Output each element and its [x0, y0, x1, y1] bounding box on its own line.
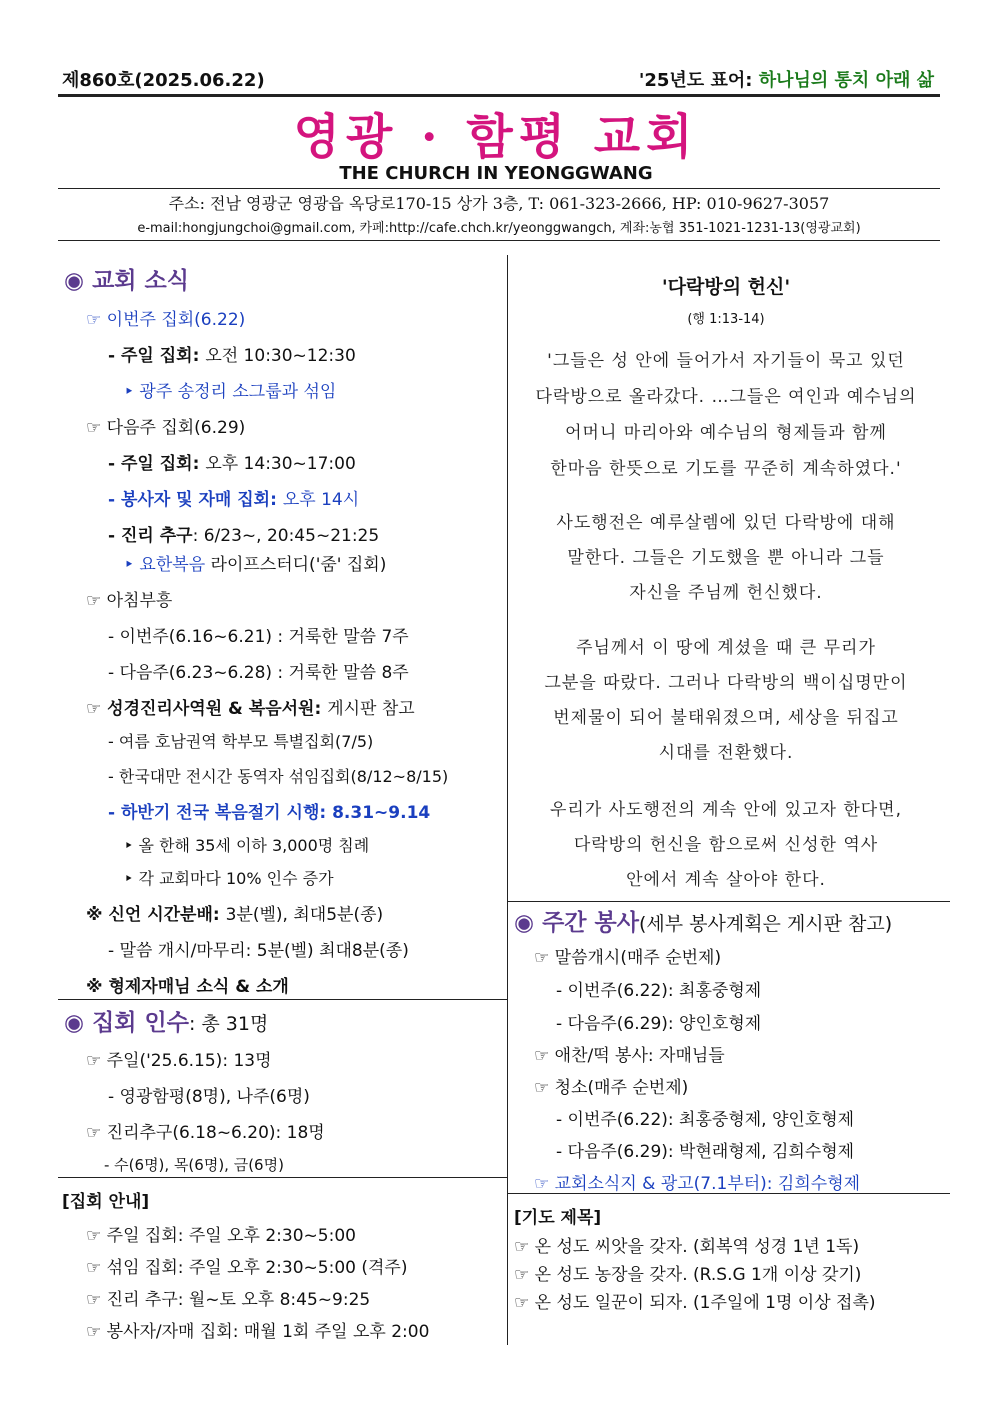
nw-truth-label: - 진리 추구 [108, 526, 193, 546]
service-divider [507, 901, 950, 902]
nw-servant [108, 485, 359, 510]
nw-servant-time: 오후 14시 [282, 490, 360, 510]
att-truth: ☞ 진리추구(6.18~6.20): 18명 [86, 1123, 325, 1143]
service-heading-rest: (세부 봉사계획은 게시판 참고) [638, 913, 893, 935]
motto [639, 66, 934, 92]
article-line: 다락방의 헌신을 함으로써 신성한 역사 [573, 835, 879, 855]
attendance-total: : 총 31명 [188, 1013, 269, 1035]
nw-truth-time: : 6/23~, 20:45~21:25 [192, 526, 380, 546]
guide-item: ☞ 주일 집회: 주일 오후 2:30~5:00 [86, 1226, 356, 1246]
article-line: 안에서 계속 살아야 한다. [626, 870, 826, 890]
service-word: ☞ 말씀개시(매주 순번제) [534, 948, 722, 968]
contact-info: e-mail:hongjungchoi@gmail.com, 카페:http://cafe.chch.kr/yeonggwangch, 계좌:농협 351-1021-1231-13(영광교회) [137, 221, 861, 236]
service-heading [514, 904, 892, 937]
service-word-2: - 다음주(6.29): 양인호형제 [556, 1014, 762, 1034]
bible-rest: 게시판 참고 [327, 699, 415, 719]
service-heading-text: ◉ 주간 봉사 [514, 910, 639, 936]
brothers-news: ※ 형제자매님 소식 & 소개 [86, 977, 289, 997]
nw-truth [108, 521, 379, 546]
att-truth-detail: - 수(6명), 목(6명), 금(6명) [104, 1156, 284, 1174]
news-heading: ◉ 교회 소식 [64, 268, 189, 294]
nw-sunday-time: 오후 14:30~17:00 [205, 454, 356, 474]
morning-1: - 이번주(6.16~6.21) : 거룩한 말씀 7주 [108, 627, 409, 647]
bible-label: ☞ 성경진리사역원 & 복음서원: [86, 699, 328, 719]
article-line: 번제물이 되어 불태워졌으며, 세상을 뒤집고 [553, 708, 899, 728]
this-week-heading: ☞ 이번주 집회(6.22) [86, 310, 246, 330]
bible-1: - 여름 호남권역 학부모 특별집회(7/5) [108, 732, 374, 751]
article-line: '그들은 성 안에 들어가서 자기들이 묵고 있던 [547, 351, 905, 371]
motto-prefix: '25년도 표어: [638, 70, 759, 91]
top-bar [58, 62, 940, 97]
guide-heading: [집회 안내] [62, 1192, 150, 1212]
article-title: '다락방의 헌신' [661, 276, 791, 298]
article-line: 우리가 사도행전의 계속 안에 있고자 한다면, [549, 800, 903, 820]
article-line: 말한다. 그들은 기도했을 뿐 아니라 그들 [567, 548, 885, 568]
prayer-heading: [기도 제목] [514, 1208, 602, 1228]
column-divider [507, 255, 508, 1345]
guide-item: ☞ 섞임 집회: 주일 오후 2:30~5:00 (격주) [86, 1258, 408, 1278]
service-clean-1: - 이번주(6.22): 최홍중형제, 양인호형제 [556, 1110, 855, 1130]
nw-truth-note [124, 550, 386, 575]
service-clean-2: - 다음주(6.29): 박현래형제, 김희수형제 [556, 1142, 855, 1162]
att-sunday-detail: - 영광함평(8명), 나주(6명) [108, 1087, 310, 1107]
attendance-divider [58, 999, 507, 1000]
morning-2: - 다음주(6.23~6.28) : 거룩한 말씀 8주 [108, 663, 409, 683]
tw-sunday-time: 오전 10:30~12:30 [205, 346, 356, 366]
nw-sunday-label: - 주일 집회: [108, 454, 206, 474]
article-line: 한마음 한뜻으로 기도를 꾸준히 계속하였다.' [550, 459, 902, 479]
header-divider-bottom [58, 240, 940, 241]
service-hymn: ☞ 애찬/떡 봉사: 자매님들 [534, 1046, 725, 1066]
tw-note: ‣ 광주 송정리 소그룹과 섞임 [124, 382, 337, 402]
article-line: 자신을 주님께 헌신했다. [629, 583, 823, 603]
page-title: 영광 · 함평 교회 [293, 109, 699, 165]
article-line: 어머니 마리아와 예수님의 형제들과 함께 [565, 423, 887, 443]
service-word-1: - 이번주(6.22): 최홍중형제 [556, 981, 762, 1001]
tw-sunday [108, 341, 356, 366]
bible-2: - 한국대만 전시간 동역자 섞임집회(8/12~8/15) [108, 767, 449, 786]
time-label: ※ 신언 시간분배: [86, 905, 226, 925]
article-reference: (행 1:13-14) [687, 312, 765, 327]
time-1: - 말씀 개시/마무리: 5분(벨) 최대8분(종) [108, 941, 409, 961]
morning-heading: ☞ 아침부흥 [86, 591, 173, 611]
service-news: ☞ 교회소식지 & 광고(7.1부터): 김희수형제 [534, 1174, 861, 1194]
prayer-item: ☞ 온 성도 일꾼이 되자. (1주일에 1명 이상 접촉) [514, 1293, 876, 1313]
guide-item: ☞ 봉사자/자매 집회: 매월 1회 주일 오후 2:00 [86, 1322, 430, 1342]
prayer-item: ☞ 온 성도 씨앗을 갖자. (회복역 성경 1년 1독) [514, 1237, 860, 1257]
page-subtitle: THE CHURCH IN YEONGGWANG [339, 163, 653, 184]
article-line: 주님께서 이 땅에 계셨을 때 큰 무리가 [576, 638, 876, 658]
motto-text: 하나님의 통치 아래 삶 [758, 70, 934, 91]
prayer-divider [507, 1193, 950, 1194]
article-line: 그분을 따랐다. 그러나 다락방의 백이십명만이 [544, 673, 908, 693]
time-rest: 3분(벨), 최대5분(종) [225, 905, 384, 925]
bible-heading [86, 694, 415, 719]
tw-sunday-label: - 주일 집회: [108, 346, 206, 366]
time-heading [86, 900, 383, 925]
service-clean: ☞ 청소(매주 순번제) [534, 1078, 689, 1098]
nw-servant-label: - 봉사자 및 자매 집회: [108, 490, 283, 510]
issue-number: 제860호(2025.06.22) [62, 70, 265, 91]
prayer-item: ☞ 온 성도 농장을 갖자. (R.S.G 1개 이상 갖기) [514, 1265, 862, 1285]
guide-divider [58, 1177, 507, 1178]
address: 주소: 전남 영광군 영광읍 옥당로170-15 상가 3층, T: 061-323-2666, HP: 010-9627-3057 [168, 194, 830, 213]
nw-truth-note-a: ‣ 요한복음 [124, 555, 206, 575]
attendance-heading-text: ◉ 집회 인수 [64, 1010, 189, 1036]
bible-3b: ‣ 각 교회마다 10% 인수 증가 [124, 869, 334, 888]
bible-3: - 하반기 전국 복음절기 시행: 8.31~9.14 [108, 803, 431, 823]
att-sunday: ☞ 주일('25.6.15): 13명 [86, 1051, 272, 1071]
article-line: 다락방으로 올라갔다. …그들은 여인과 예수님의 [535, 387, 917, 407]
guide-item: ☞ 진리 추구: 월~토 오후 8:45~9:25 [86, 1290, 371, 1310]
article-line: 사도행전은 예루살렘에 있던 다락방에 대해 [556, 513, 896, 533]
next-week-heading: ☞ 다음주 집회(6.29) [86, 418, 246, 438]
nw-truth-note-b: 라이프스터디('줌' 집회) [205, 555, 387, 575]
nw-sunday [108, 449, 356, 474]
bible-3a: ‣ 올 한해 35세 이하 3,000명 침례 [124, 836, 370, 855]
attendance-heading [64, 1004, 268, 1037]
header-divider [58, 188, 940, 189]
article-line: 시대를 전환했다. [658, 743, 794, 763]
